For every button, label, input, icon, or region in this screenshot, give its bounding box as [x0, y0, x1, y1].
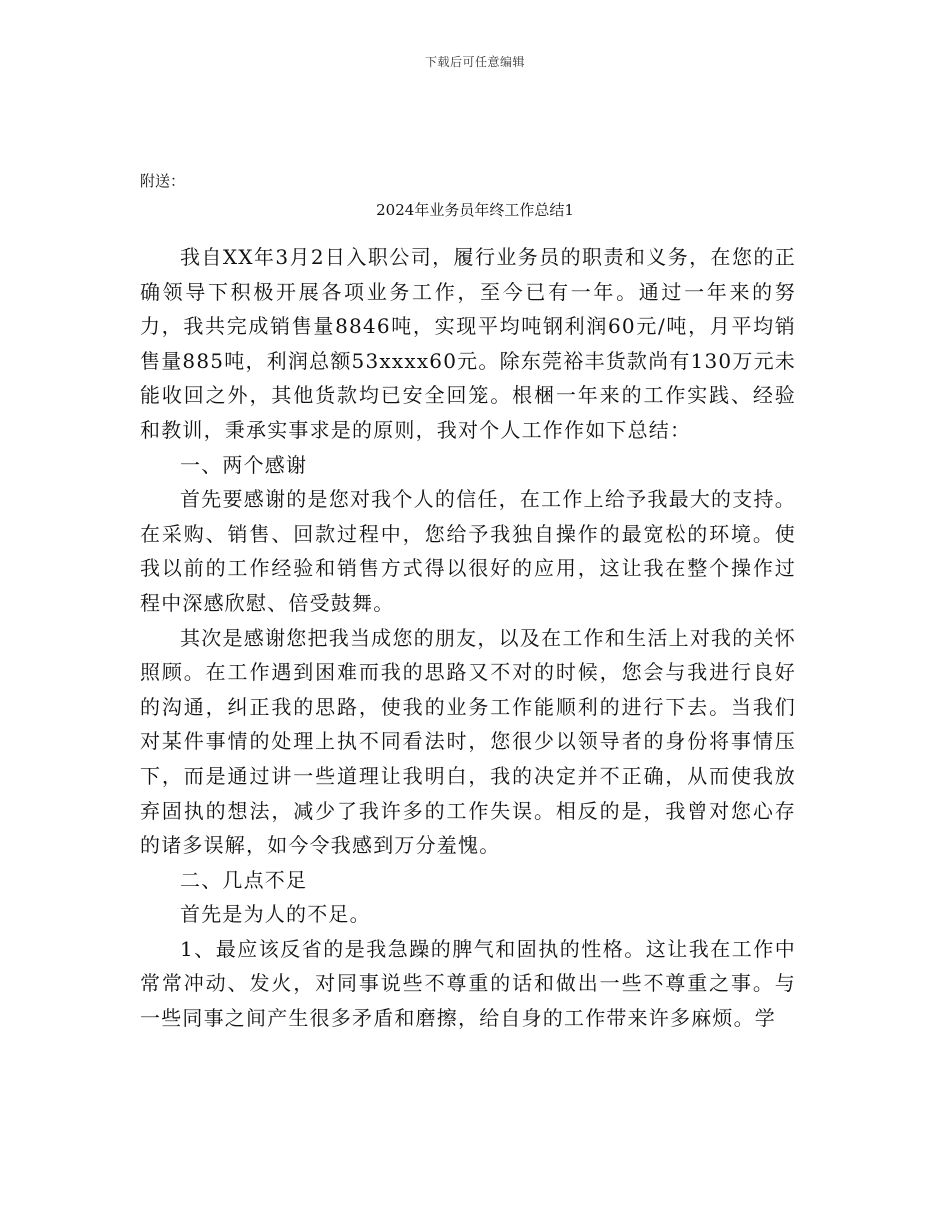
- section-heading-thanks: 一、两个感谢: [180, 452, 308, 477]
- paragraph-shortcoming-item-1: 1、最应该反省的是我急躁的脾气和固执的性格。这让我在工作中常常冲动、发火，对同事说些不尊重的话和做出一些不尊重之事。与一些同事之间产生很多矛盾和磨擦，给自身的工作带来许多麻烦。学: [140, 936, 796, 1031]
- document-body: [140, 240, 796, 1036]
- paragraph-shortcoming-person: 首先是为人的不足。: [180, 902, 371, 927]
- section-heading-shortcomings: 二、几点不足: [180, 867, 308, 892]
- paragraph-thanks-second: 其次是感谢您把我当成您的朋友，以及在工作和生活上对我的关怀照顾。在工作遇到困难而我的思路又不对的时候，您会与我进行良好的沟通，纠正我的思路，使我的业务工作能顺利的进行下去。当我们对某件事情的处理上执不同看法时，您很少以领导者的身份将事情压下，而是通过讲一些道理让我明白，我的决定并不正确，从而使我放弃固执的想法，减少了我许多的工作失误。相反的是，我曾对您心存的诸多误解，如今令我感到万分羞愧。: [140, 625, 796, 858]
- paragraph-intro: 我自XX年3月2日入职公司，履行业务员的职责和义务，在您的正确领导下积极开展各项业务工作，至今已有一年。通过一年来的努力，我共完成销售量8846吨，实现平均吨钢利润60元/吨，月平均销售量885吨，利润总额53xxxx60元。除东莞裕丰货款尚有130万元未能收回之外，其他货款均已安全回笼。根梱一年来的工作实践、经验和教训，秉承实事求是的原则，我对个人工作作如下总结：: [140, 245, 796, 442]
- paragraph-thanks-first: 首先要感谢的是您对我个人的信任，在工作上给予我最大的支持。在采购、销售、回款过程中，您给予我独自操作的最宽松的环境。使我以前的工作经验和销售方式得以很好的应用，这让我在整个操作过程中深感欣慰、倍受鼓舞。: [140, 487, 796, 615]
- header-note: 下载后可任意编辑: [424, 55, 525, 69]
- attach-label: 附送：: [140, 172, 186, 190]
- document-title: 2024年业务员年终工作总结1: [376, 201, 574, 219]
